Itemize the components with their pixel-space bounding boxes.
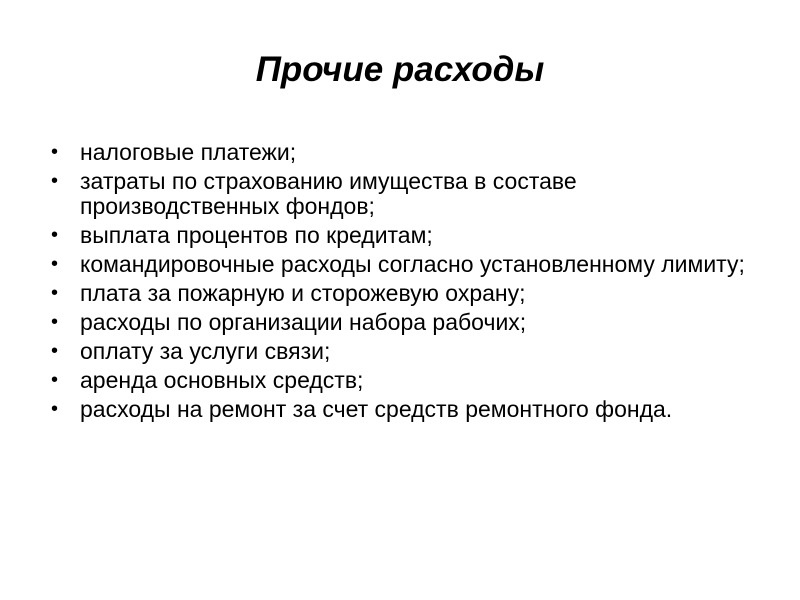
list-item-text: плата за пожарную и сторожевую охрану; (80, 280, 526, 306)
bullet-icon: • (51, 340, 59, 362)
bullet-icon: • (51, 253, 59, 275)
bullet-icon: • (51, 282, 59, 304)
list-item (44, 223, 764, 248)
bullet-icon: • (51, 369, 59, 391)
list-item-text: аренда основных средств; (80, 367, 364, 393)
list-item (44, 252, 764, 277)
list-item (44, 368, 764, 393)
list-item (44, 140, 764, 165)
list-item (44, 281, 764, 306)
list-item (44, 339, 764, 364)
list-item-text: расходы на ремонт за счет средств ремонтного фонда. (80, 396, 673, 422)
list-item-text: командировочные расходы согласно установленному лимиту; (80, 251, 745, 277)
bullet-list (44, 140, 764, 426)
list-item-text: расходы по организации набора рабочих; (80, 309, 527, 335)
list-item (44, 397, 764, 422)
list-item-text: оплату за услуги связи; (80, 338, 331, 364)
bullet-icon: • (51, 398, 59, 420)
list-item (44, 169, 764, 219)
list-item-text: затраты по страхованию имущества в составе производственных фондов; (80, 168, 577, 219)
bullet-icon: • (51, 224, 59, 246)
list-item-text: налоговые платежи; (80, 139, 297, 165)
list-item (44, 310, 764, 335)
bullet-icon: • (51, 141, 59, 163)
slide-title: Прочие расходы (255, 50, 545, 89)
list-item-text: выплата процентов по кредитам; (80, 222, 433, 248)
bullet-icon: • (51, 311, 59, 333)
bullet-icon: • (51, 170, 59, 192)
